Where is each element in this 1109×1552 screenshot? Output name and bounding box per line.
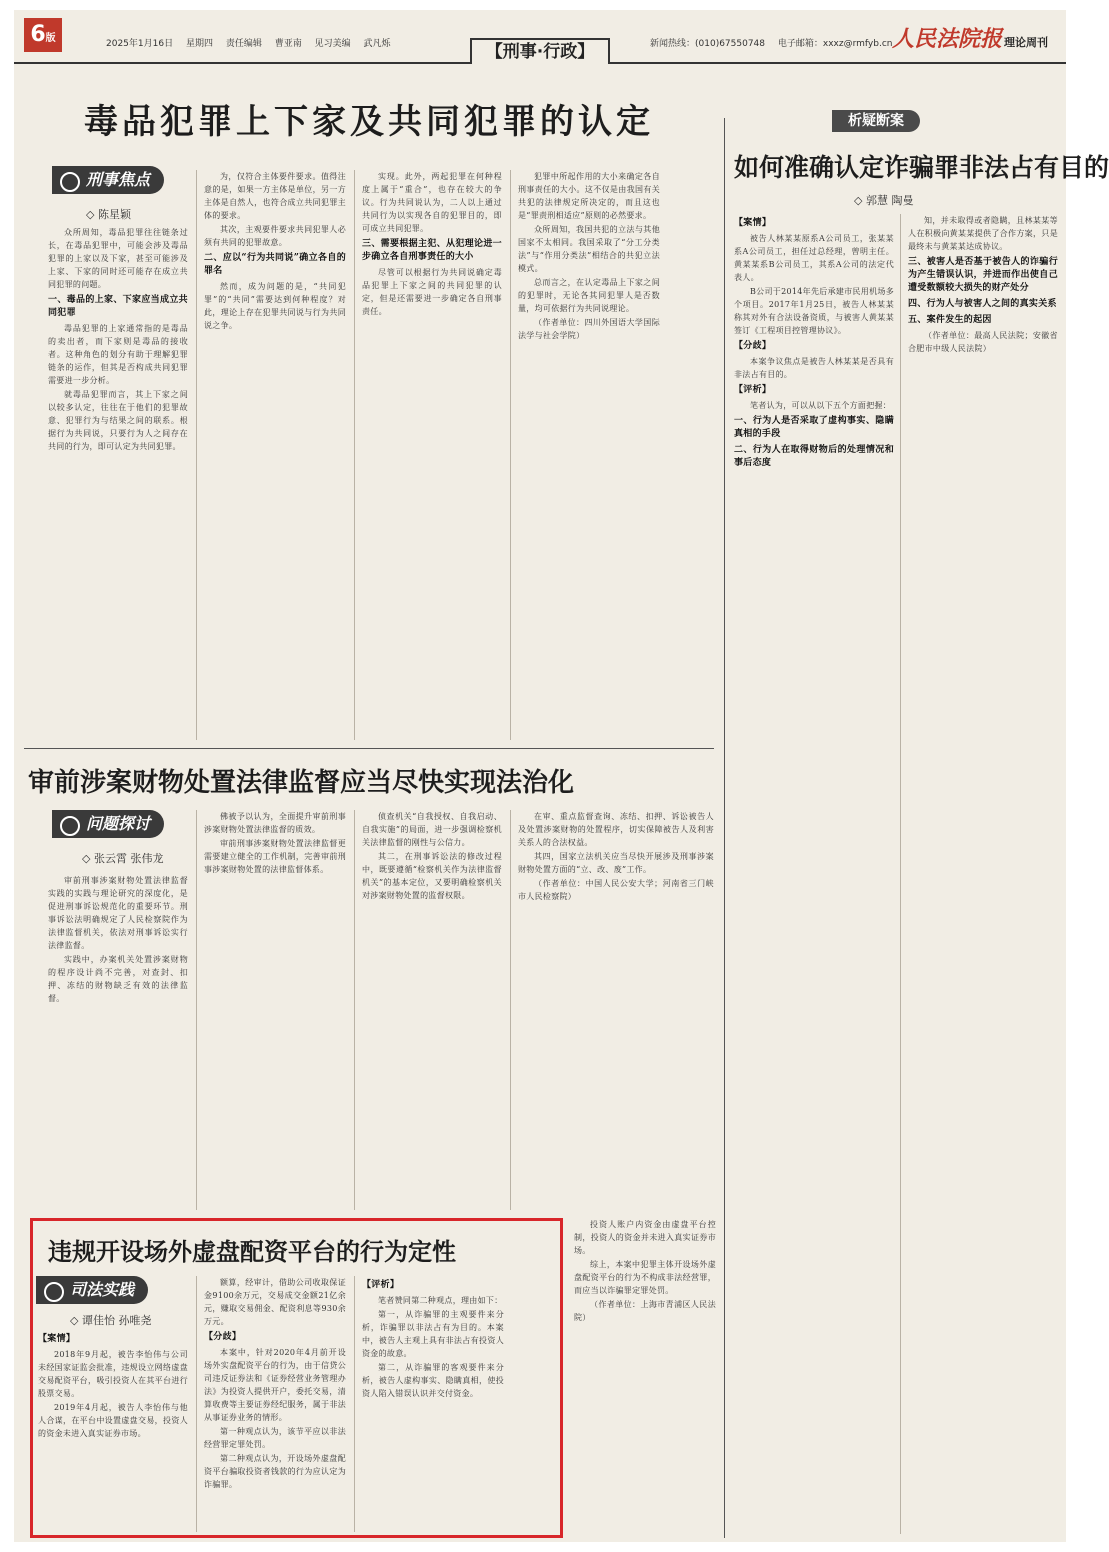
subheading: 一、行为人是否采取了虚构事实、隐瞒真相的手段 bbox=[734, 416, 894, 439]
email: 电子邮箱：xxxz@rmfyb.cn bbox=[777, 39, 893, 49]
paragraph: 笔者赞同第二种观点，理由如下： bbox=[378, 1296, 503, 1305]
article4-headline: 违规开设场外虚盘配资平台的行为定性 bbox=[48, 1237, 456, 1266]
article1-byline: ◇ 陈星颖 bbox=[86, 208, 131, 221]
page-number-value: 6 bbox=[30, 22, 46, 47]
article3-col1 bbox=[48, 874, 188, 1208]
bracket-subhead: 【分歧】 bbox=[734, 341, 772, 351]
paragraph: 在审、重点监督查询、冻结、扣押、诉讼被告人及处置涉案财物的处置程序，切实保障被告人及利害关系人的合法权益。 bbox=[518, 812, 714, 847]
paragraph: 众所周知，毒品犯罪往往链条过长，在毒品犯罪中，可能会涉及毒品犯罪的上家以及下家，甚至可能涉及上家、下家的同时还可能存在成立共同犯罪的问题。 bbox=[48, 228, 188, 289]
editor-name: 曹亚南 bbox=[274, 39, 302, 49]
article4-tag: 司法实践 bbox=[36, 1276, 148, 1304]
paragraph: 投资人账户内资金由虚盘平台控制，投资人的资金并未进入真实证券市场。 bbox=[574, 1220, 716, 1255]
paragraph: 审前刑事涉案财物处置法律监督实践的实践与理论研究的深度化，是促进刑事诉讼规范化的重要环节。刑事诉讼法明确规定了人民检察院作为法律监督机关，依法对刑事诉讼实行法律监督。 bbox=[48, 876, 188, 950]
bracket-subhead: 【案情】 bbox=[734, 218, 772, 228]
article4-col3 bbox=[362, 1276, 504, 1530]
paragraph: 犯罪中所起作用的大小来确定各自刑事责任的大小。这不仅是由我国有关共犯的法律规定所决定的，而且这也是“罪责刑相适应”原则的必然要求。 bbox=[518, 172, 660, 220]
paragraph: 毒品犯罪的上家通常指的是毒品的卖出者，而下家则是毒品的接收者。这种角色的划分有助于理解犯罪链条的运作，但其是否构成共同犯罪需要进一步分析。 bbox=[48, 324, 188, 385]
paragraph: 第二种观点认为，开设场外虚盘配资平台骗取投资者钱款的行为应认定为诈骗罪。 bbox=[204, 1454, 346, 1489]
paragraph: 本案争议焦点是被告人林某某是否具有非法占有目的。 bbox=[734, 357, 894, 379]
article1-col1 bbox=[48, 226, 188, 738]
article3-byline: ◇ 张云霄 张伟龙 bbox=[82, 852, 164, 865]
subheading: 三、需要根据主犯、从犯理论进一步确立各自刑事责任的大小 bbox=[362, 239, 502, 262]
column-divider bbox=[510, 170, 511, 740]
brand-sub: 理论周刊 bbox=[1004, 36, 1049, 49]
article2-headline: 如何准确认定诈骗罪非法占有目的 bbox=[734, 153, 1109, 182]
article4-col1 bbox=[38, 1330, 188, 1530]
column-divider bbox=[354, 810, 355, 1210]
paragraph: 众所周知，我国共犯的立法与其他国家不太相同。我国采取了“分工分类法”与“作用分类法”相结合的共犯立法模式。 bbox=[518, 225, 660, 273]
paragraph: 被告人林某某原系A公司员工，张某某系A公司员工，担任过总经理，曾明主任。黄某某系B公司员工，其系A公司的法定代表人。 bbox=[734, 234, 894, 282]
paragraph: 第二，从诈骗罪的客观要件来分析，被告人虚构事实、隐瞒真相，使投资人陷入错误认识并交付资金。 bbox=[362, 1363, 504, 1398]
paragraph: 第一，从诈骗罪的主观要件来分析，诈骗罪以非法占有为目的。本案中，被告人主观上具有非法占有投资人资金的故意。 bbox=[362, 1310, 504, 1358]
issue-meta bbox=[106, 36, 401, 49]
article4-byline: ◇ 谭佳怡 孙唯尧 bbox=[70, 1314, 152, 1327]
subheading: 一、毒品的上家、下家应当成立共同犯罪 bbox=[48, 295, 188, 318]
article4-col4 bbox=[574, 1218, 716, 1534]
newspaper-page bbox=[14, 10, 1109, 1542]
column-divider bbox=[354, 1276, 355, 1532]
contact-info bbox=[650, 36, 902, 49]
article1-headline: 毒品犯罪上下家及共同犯罪的认定 bbox=[84, 102, 654, 142]
article1-col4 bbox=[518, 170, 660, 738]
editor-label: 责任编辑 bbox=[225, 39, 262, 49]
article3-col2 bbox=[204, 810, 346, 1208]
paragraph: 笔者认为，可以从以下五个方面把握： bbox=[750, 401, 892, 410]
paragraph: 然而，成为问题的是，“共同犯罪”的“共同”需要达到何种程度？对此，理论上存在犯罪共同说与行为共同说之争。 bbox=[204, 282, 346, 330]
bracket-subhead: 【评析】 bbox=[734, 385, 772, 395]
paragraph: 知，并未取得或者隐瞒，且林某某等人在积极向黄某某提供了合作方案，只是最终未与黄某某达成协议。 bbox=[908, 216, 1058, 251]
paragraph: （作者单位：四川外国语大学国际法学与社会学院） bbox=[518, 318, 660, 340]
hotline: 新闻热线：(010)67550748 bbox=[650, 39, 766, 49]
paragraph: 其二，在刑事诉讼法的修改过程中，既要遵循“检察机关作为法律监督机关”的基本定位，又要明确检察机关对涉案财物处置的监督权限。 bbox=[362, 852, 502, 900]
issue-weekday: 星期四 bbox=[185, 39, 213, 49]
paragraph: 2019年4月起，被告人李怡伟与他人合谋，在平台中设置虚盘交易，投资人的资金未进入真实证券市场。 bbox=[38, 1403, 188, 1438]
paragraph: （作者单位：上海市青浦区人民法院） bbox=[574, 1300, 716, 1322]
article2-kicker: 析疑断案 bbox=[832, 110, 920, 132]
page-number bbox=[24, 18, 62, 52]
subheading: 五、案件发生的起因 bbox=[908, 315, 992, 325]
bracket-subhead: 【分歧】 bbox=[204, 1332, 242, 1342]
paragraph: 本案中，针对2020年4月前开设场外实盘配资平台的行为，由于信贷公司违反证券法和《证券经营业务管理办法》为投资人提供开户，委托交易，清算收费等主要证券经纪服务，属于非法从事证券业务的情形。 bbox=[204, 1348, 346, 1422]
paragraph: （作者单位：中国人民公安大学；河南省三门峡市人民检察院） bbox=[518, 879, 714, 901]
article3-headline: 审前涉案财物处置法律监督应当尽快实现法治化 bbox=[28, 768, 575, 798]
article1-col3 bbox=[362, 170, 502, 738]
paragraph: 额算，经审计，借助公司收取保证金9100余万元，交易成交金额21亿余元，赚取交易佣金、配资利息等930余万元。 bbox=[204, 1278, 346, 1326]
paragraph: 实践中，办案机关处置涉案财物的程序设计尚不完善，对查封、扣押、冻结的财物缺乏有效的法律监督。 bbox=[48, 955, 188, 1003]
column-divider bbox=[354, 170, 355, 740]
column-divider bbox=[196, 1276, 197, 1532]
paragraph: 尽管可以根据行为共同说确定毒品犯罪上下家之间的共同犯罪的认定，但是还需要进一步确定各自刑事责任。 bbox=[362, 268, 502, 316]
proof-label: 见习美编 bbox=[314, 39, 351, 49]
column-divider bbox=[196, 810, 197, 1210]
section-divider bbox=[24, 748, 714, 749]
paragraph: 为，仅符合主体要件要求。值得注意的是，如果一方主体是单位，另一方主体是自然人，也符合成立共同犯罪主体的要求。 bbox=[204, 172, 346, 220]
subheading: 二、行为人在取得财物后的处理情况和事后态度 bbox=[734, 445, 894, 468]
paragraph: 佛被予以认为，全面提升审前刑事涉案财物处置法律监督的质效。 bbox=[204, 812, 346, 834]
subheading: 四、行为人与被害人之间的真实关系 bbox=[908, 299, 1057, 309]
brand-name: 人民法院报 bbox=[892, 26, 1003, 52]
page-number-unit: 版 bbox=[45, 33, 56, 44]
paragraph: 实现。此外，两起犯罪在何种程度上属于“重合”，也存在较大的争议。行为共同说认为，二人以上通过共同行为以实现各自的犯罪目的，即可成立共同犯罪。 bbox=[362, 172, 502, 233]
subheading: 二、应以“行为共同说”确立各自的罪名 bbox=[204, 253, 346, 276]
article2-byline: ◇ 郭慧 陶曼 bbox=[854, 194, 914, 207]
section-title: 【刑事·行政】 bbox=[470, 38, 610, 64]
paragraph: 总而言之，在认定毒品上下家之间的犯罪时，无论各其同犯罪人是否数量，均可依据行为共同说理论。 bbox=[518, 278, 660, 313]
article1-tag: 刑事焦点 bbox=[52, 166, 164, 194]
subheading: 三、被害人是否基于被告人的诈骗行为产生错误认识，并进而作出使自己遭受数额较大损失的财产处分 bbox=[908, 257, 1058, 293]
newspaper-logo bbox=[892, 22, 1048, 53]
paragraph: 审前刑事涉案财物处置法律监督更需要建立健全的工作机制，完善审前刑事涉案财物处置的法律监督体系。 bbox=[204, 839, 346, 874]
article3-tag: 问题探讨 bbox=[52, 810, 164, 838]
article2-col2 bbox=[908, 214, 1058, 1534]
proof-name: 武凡烁 bbox=[363, 39, 391, 49]
article2-col1 bbox=[734, 214, 894, 1534]
column-divider bbox=[900, 214, 901, 1534]
paragraph: B公司于2014年先后承建市民用机场多个项目。2017年1月25日，被告人林某某称其对外有合法设备资质，与被害人黄某某签订《工程项目控管理协议》。 bbox=[734, 287, 894, 335]
paragraph: （作者单位：最高人民法院；安徽省合肥市中级人民法院） bbox=[908, 331, 1058, 353]
paragraph: 综上，本案中犯罪主体开设场外虚盘配资平台的行为不构成非法经营罪，而应当以诈骗罪定罪处罚。 bbox=[574, 1260, 716, 1295]
article4-col2 bbox=[204, 1276, 346, 1530]
bracket-subhead: 【评析】 bbox=[362, 1280, 400, 1290]
paragraph: 侦查机关“自我授权、自我启动、自我实施”的局面，进一步强调检察机关法律监督的刚性与公信力。 bbox=[362, 812, 502, 847]
issue-date: 2025年1月16日 bbox=[106, 39, 174, 49]
paragraph: 就毒品犯罪而言，其上下家之间以较多认定，往往在于他们的犯罪故意、犯罪行为与结果之间的联系。根据行为共同说，只要行为人之间存在共同的行为，即可认定为共同犯罪。 bbox=[48, 390, 188, 451]
paragraph: 其四，国家立法机关应当尽快开展涉及刑事涉案财物处置方面的“立、改、废”工作。 bbox=[518, 852, 714, 874]
bracket-subhead: 【案情】 bbox=[38, 1334, 76, 1344]
paragraph: 其次，主观要件要求共同犯罪人必须有共同的犯罪故意。 bbox=[204, 225, 346, 247]
article3-col4 bbox=[518, 810, 714, 1208]
article-divider bbox=[724, 118, 725, 1538]
masthead bbox=[14, 10, 1066, 64]
paragraph: 2018年9月起，被告李怡伟与公司未经国家证监会批准，违规设立网络虚盘交易配资平台，吸引投资人在其平台进行股票交易。 bbox=[38, 1350, 188, 1398]
column-divider bbox=[196, 170, 197, 740]
paragraph: 第一种观点认为，该节平应以非法经营罪定罪处罚。 bbox=[204, 1427, 346, 1449]
article3-col3 bbox=[362, 810, 502, 1208]
article1-col2 bbox=[204, 170, 346, 738]
column-divider bbox=[510, 810, 511, 1210]
